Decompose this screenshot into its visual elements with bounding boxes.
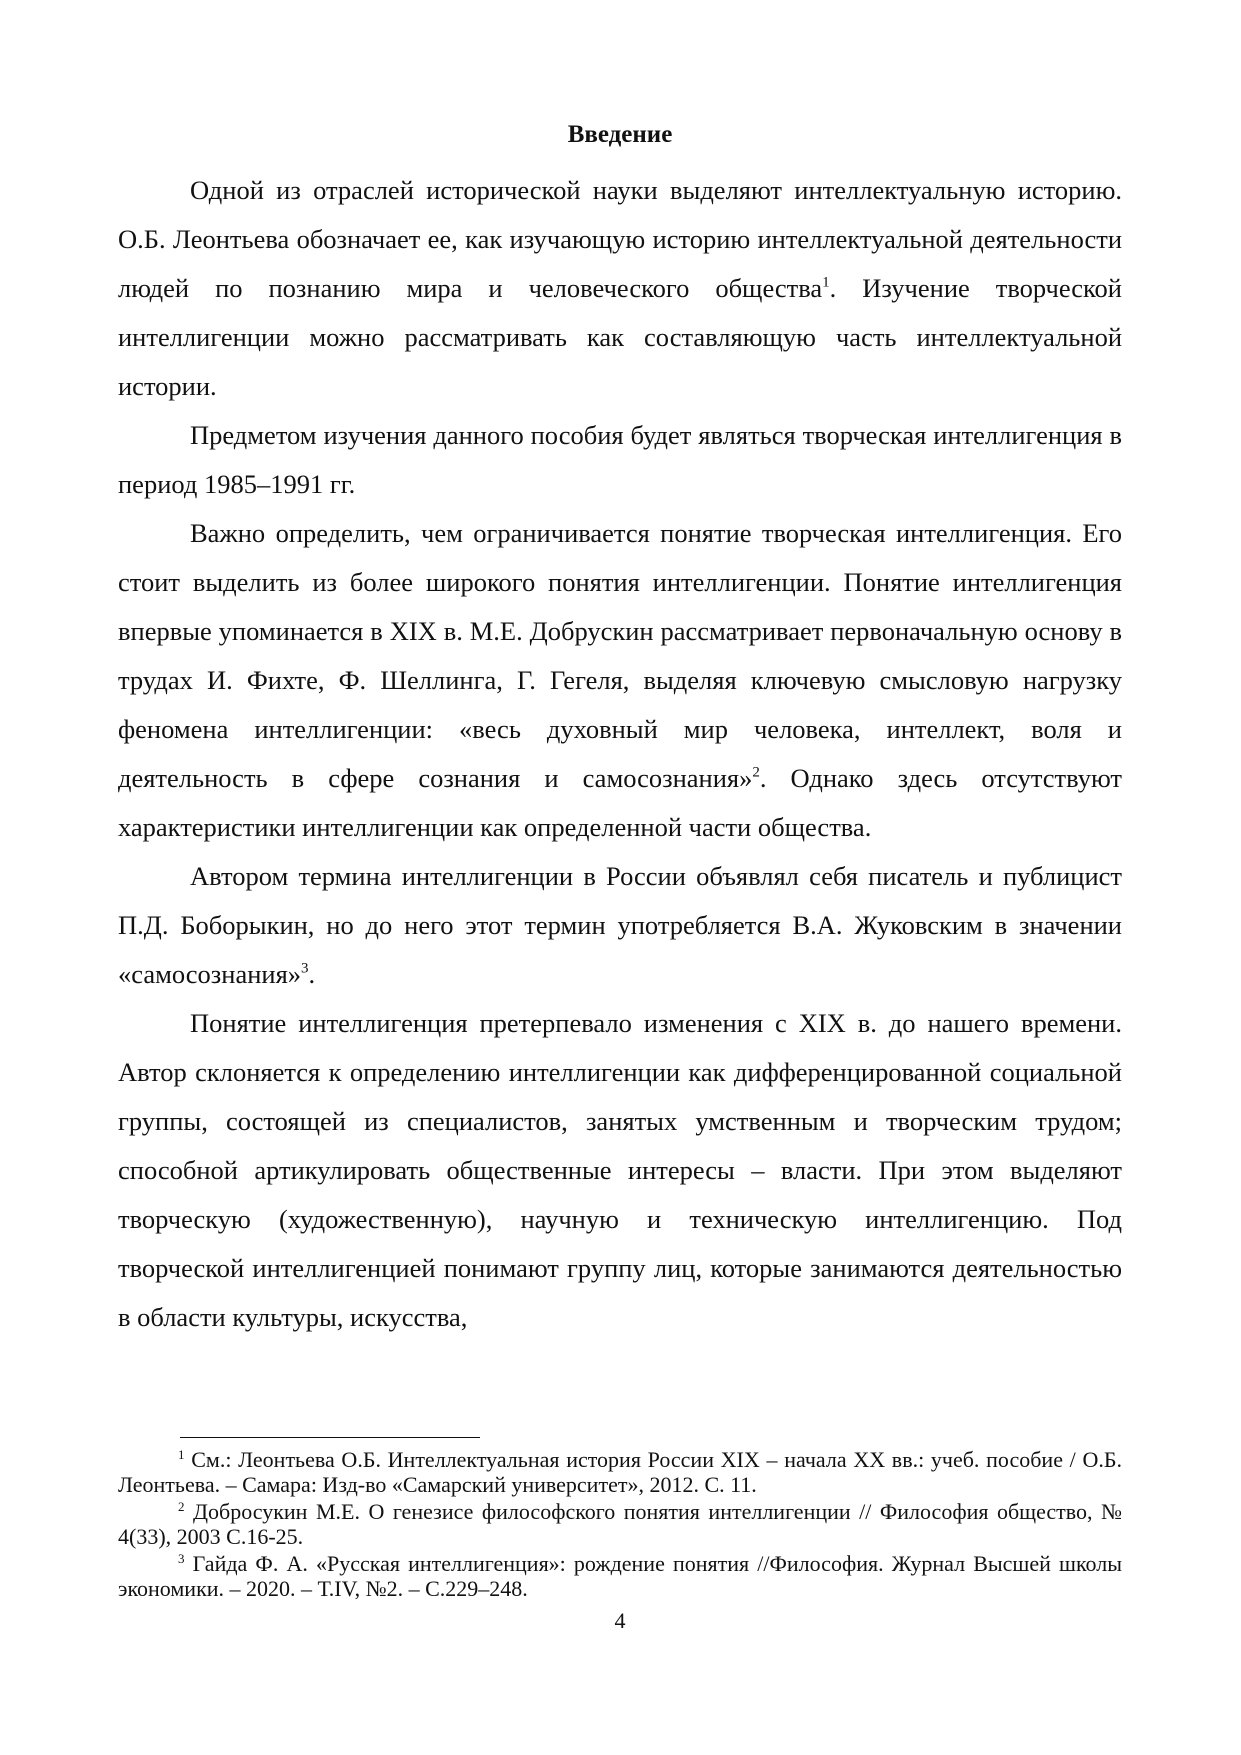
page-number: 4	[614, 1608, 626, 1633]
footnotes	[118, 1447, 1122, 1603]
footnote-number: 3	[178, 1551, 185, 1567]
paragraph-5: Понятие интеллигенция претерпевало изменения с XIX в. до нашего времени. Автор склоняется к определению интеллигенции как дифференцированной социальной группы, состоящей из специалистов, занятых умственным и творческим трудом; способной артикулировать общественные интересы – власти. При этом выделяют творческую (художественную), научную и техническую интеллигенцию. Под творческой интеллигенцией понимают группу лиц, которые занимаются деятельностью в области культуры, искусства,	[118, 1008, 1122, 1332]
footnote-divider	[180, 1437, 480, 1438]
footnote-number: 2	[178, 1499, 185, 1515]
paragraph-4: Автором термина интеллигенции в России объявлял себя писатель и публицист П.Д. Боборыкин, но до него этот термин употребляется В.А. Жуковским в значении «самосознания»$^3$.	[118, 861, 1122, 989]
paragraph-1: Одной из отраслей исторической науки выделяют интеллектуальную историю. О.Б. Леонтьева обозначает ее, как изучающую историю интеллектуальной деятельности людей по познанию мира и человеческого общества$^1$. Изучение творческой интеллигенции можно рассматривать как составляющую часть интеллектуальной истории.	[118, 175, 1122, 401]
footnote-ref-2[interactable]: 2	[752, 764, 760, 781]
footnote-2: $^2$ Добросукин М.Е. О генезисе философского понятия интеллигенции // Философия общество, № 4(33), 2003 С.16-25.	[118, 1499, 1123, 1549]
paragraph-2: Предметом изучения данного пособия будет являться творческая интеллигенция в период 1985–1991 гг.	[118, 420, 1122, 499]
body-text	[118, 166, 1122, 1342]
document-page	[118, 0, 1122, 1755]
footnote-ref-3[interactable]: 3	[301, 960, 309, 977]
page-title: Введение	[567, 121, 673, 148]
footnote-1: $^1$ См.: Леонтьева О.Б. Интеллектуальная история России XIX – начала XX вв.: учеб. пособие / О.Б. Леонтьева. – Самара: Изд-во «Самарский университет», 2012. С. 11.	[118, 1447, 1123, 1497]
footnote-ref-1[interactable]: 1	[822, 274, 830, 291]
footnote-3: $^3$ Гайда Ф. А. «Русская интеллигенция»: рождение понятия //Философия. Журнал Высшей школы экономики. – 2020. – Т.IV, №2. – С.229–248.	[118, 1551, 1123, 1601]
footnote-number: 1	[178, 1447, 185, 1463]
paragraph-3: Важно определить, чем ограничивается понятие творческая интеллигенция. Его стоит выделить из более широкого понятия интеллигенции. Понятие интеллигенция впервые упоминается в XIX в. М.Е. Добрускин рассматривает первоначальную основу в трудах И. Фихте, Ф. Шеллинга, Г. Гегеля, выделяя ключевую смысловую нагрузку феномена интеллигенции: «весь духовный мир человека, интеллект, воля и деятельность в сфере сознания и самосознания»$^2$. Однако здесь отсутствуют характеристики интеллигенции как определенной части общества.	[118, 518, 1122, 842]
